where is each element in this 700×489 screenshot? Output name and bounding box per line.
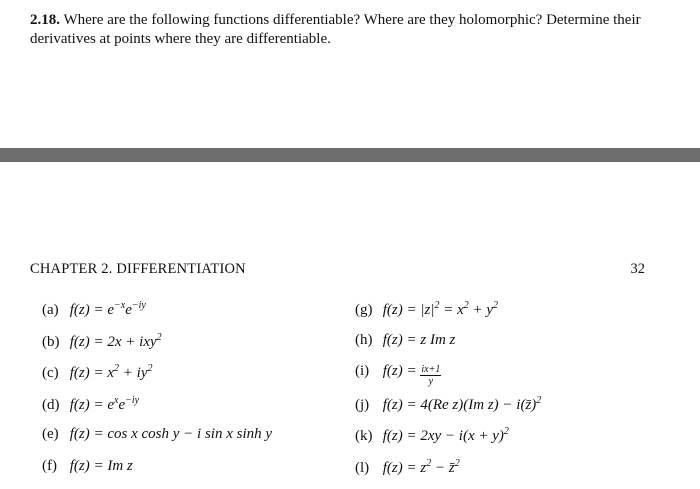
exercise-item-e: [42, 426, 272, 458]
item-formula: $f(z) = 2xy - i(x + y)^2$: [383, 428, 509, 444]
item-label: (f): [42, 458, 66, 475]
item-formula: f(z) = Im z: [70, 458, 133, 474]
item-formula: f(z) = 2x + ixy$^2$: [70, 334, 162, 350]
page-divider: [0, 148, 700, 162]
item-formula: $f(z) = e^xe^{-iy}$: [70, 397, 139, 413]
exercise-item-g: [355, 300, 541, 332]
item-label: (c): [42, 365, 66, 382]
chapter-title: CHAPTER 2. DIFFERENTIATION: [30, 261, 246, 278]
problem-number: 2.18.: [30, 12, 60, 28]
problem-text: Where are the following functions differentiable? Where are they holomorphic? Determine their derivatives at points where they are differentiable.: [30, 12, 641, 47]
item-formula: f(z) = cos x cosh y − i sin x sinh y: [70, 426, 272, 442]
exercise-item-c: [42, 363, 272, 395]
exercise-item-d: [42, 395, 272, 427]
item-label: (k): [355, 428, 379, 445]
item-label: (h): [355, 332, 379, 349]
chapter-header: [30, 261, 645, 281]
exercise-item-k: [355, 426, 541, 458]
exercise-item-l: [355, 458, 541, 489]
item-formula: $f(z) = e^{-x}e^{-iy}$: [70, 302, 146, 318]
exercise-item-f: [42, 458, 272, 489]
exercise-list-right: [355, 300, 541, 489]
fraction: $\frac{ix+1}{y}$: [420, 364, 441, 387]
item-label: (a): [42, 302, 66, 319]
item-formula: $f(z) = |z|^2 = x^2 + y^2$: [383, 302, 498, 318]
item-formula: $f(z) = x^2 + iy^2$: [70, 365, 153, 381]
item-label: (i): [355, 363, 379, 380]
item-label: (g): [355, 302, 379, 319]
item-label: (d): [42, 397, 66, 414]
exercise-item-a: [42, 300, 272, 332]
item-label: (e): [42, 426, 66, 443]
item-label: (b): [42, 334, 66, 351]
item-label: (j): [355, 397, 379, 414]
item-formula: f(z) = z Im z: [383, 332, 456, 348]
exercise-item-i: [355, 363, 541, 395]
exercise-item-h: [355, 332, 541, 364]
page-number: 32: [631, 261, 646, 278]
exercise-list-left: [42, 300, 272, 489]
exercise-item-j: [355, 395, 541, 427]
item-formula: f(z) = $\frac{ix+1}{y}$: [383, 363, 442, 379]
exercise-item-b: [42, 332, 272, 364]
item-formula: f(z) = 4(Re z)(Im z) − i(z̄)$^2$: [383, 397, 542, 413]
item-formula: $f(z) = z^2$ − z̄$^2$: [383, 460, 460, 476]
item-label: (l): [355, 460, 379, 477]
problem-statement: [30, 11, 670, 49]
